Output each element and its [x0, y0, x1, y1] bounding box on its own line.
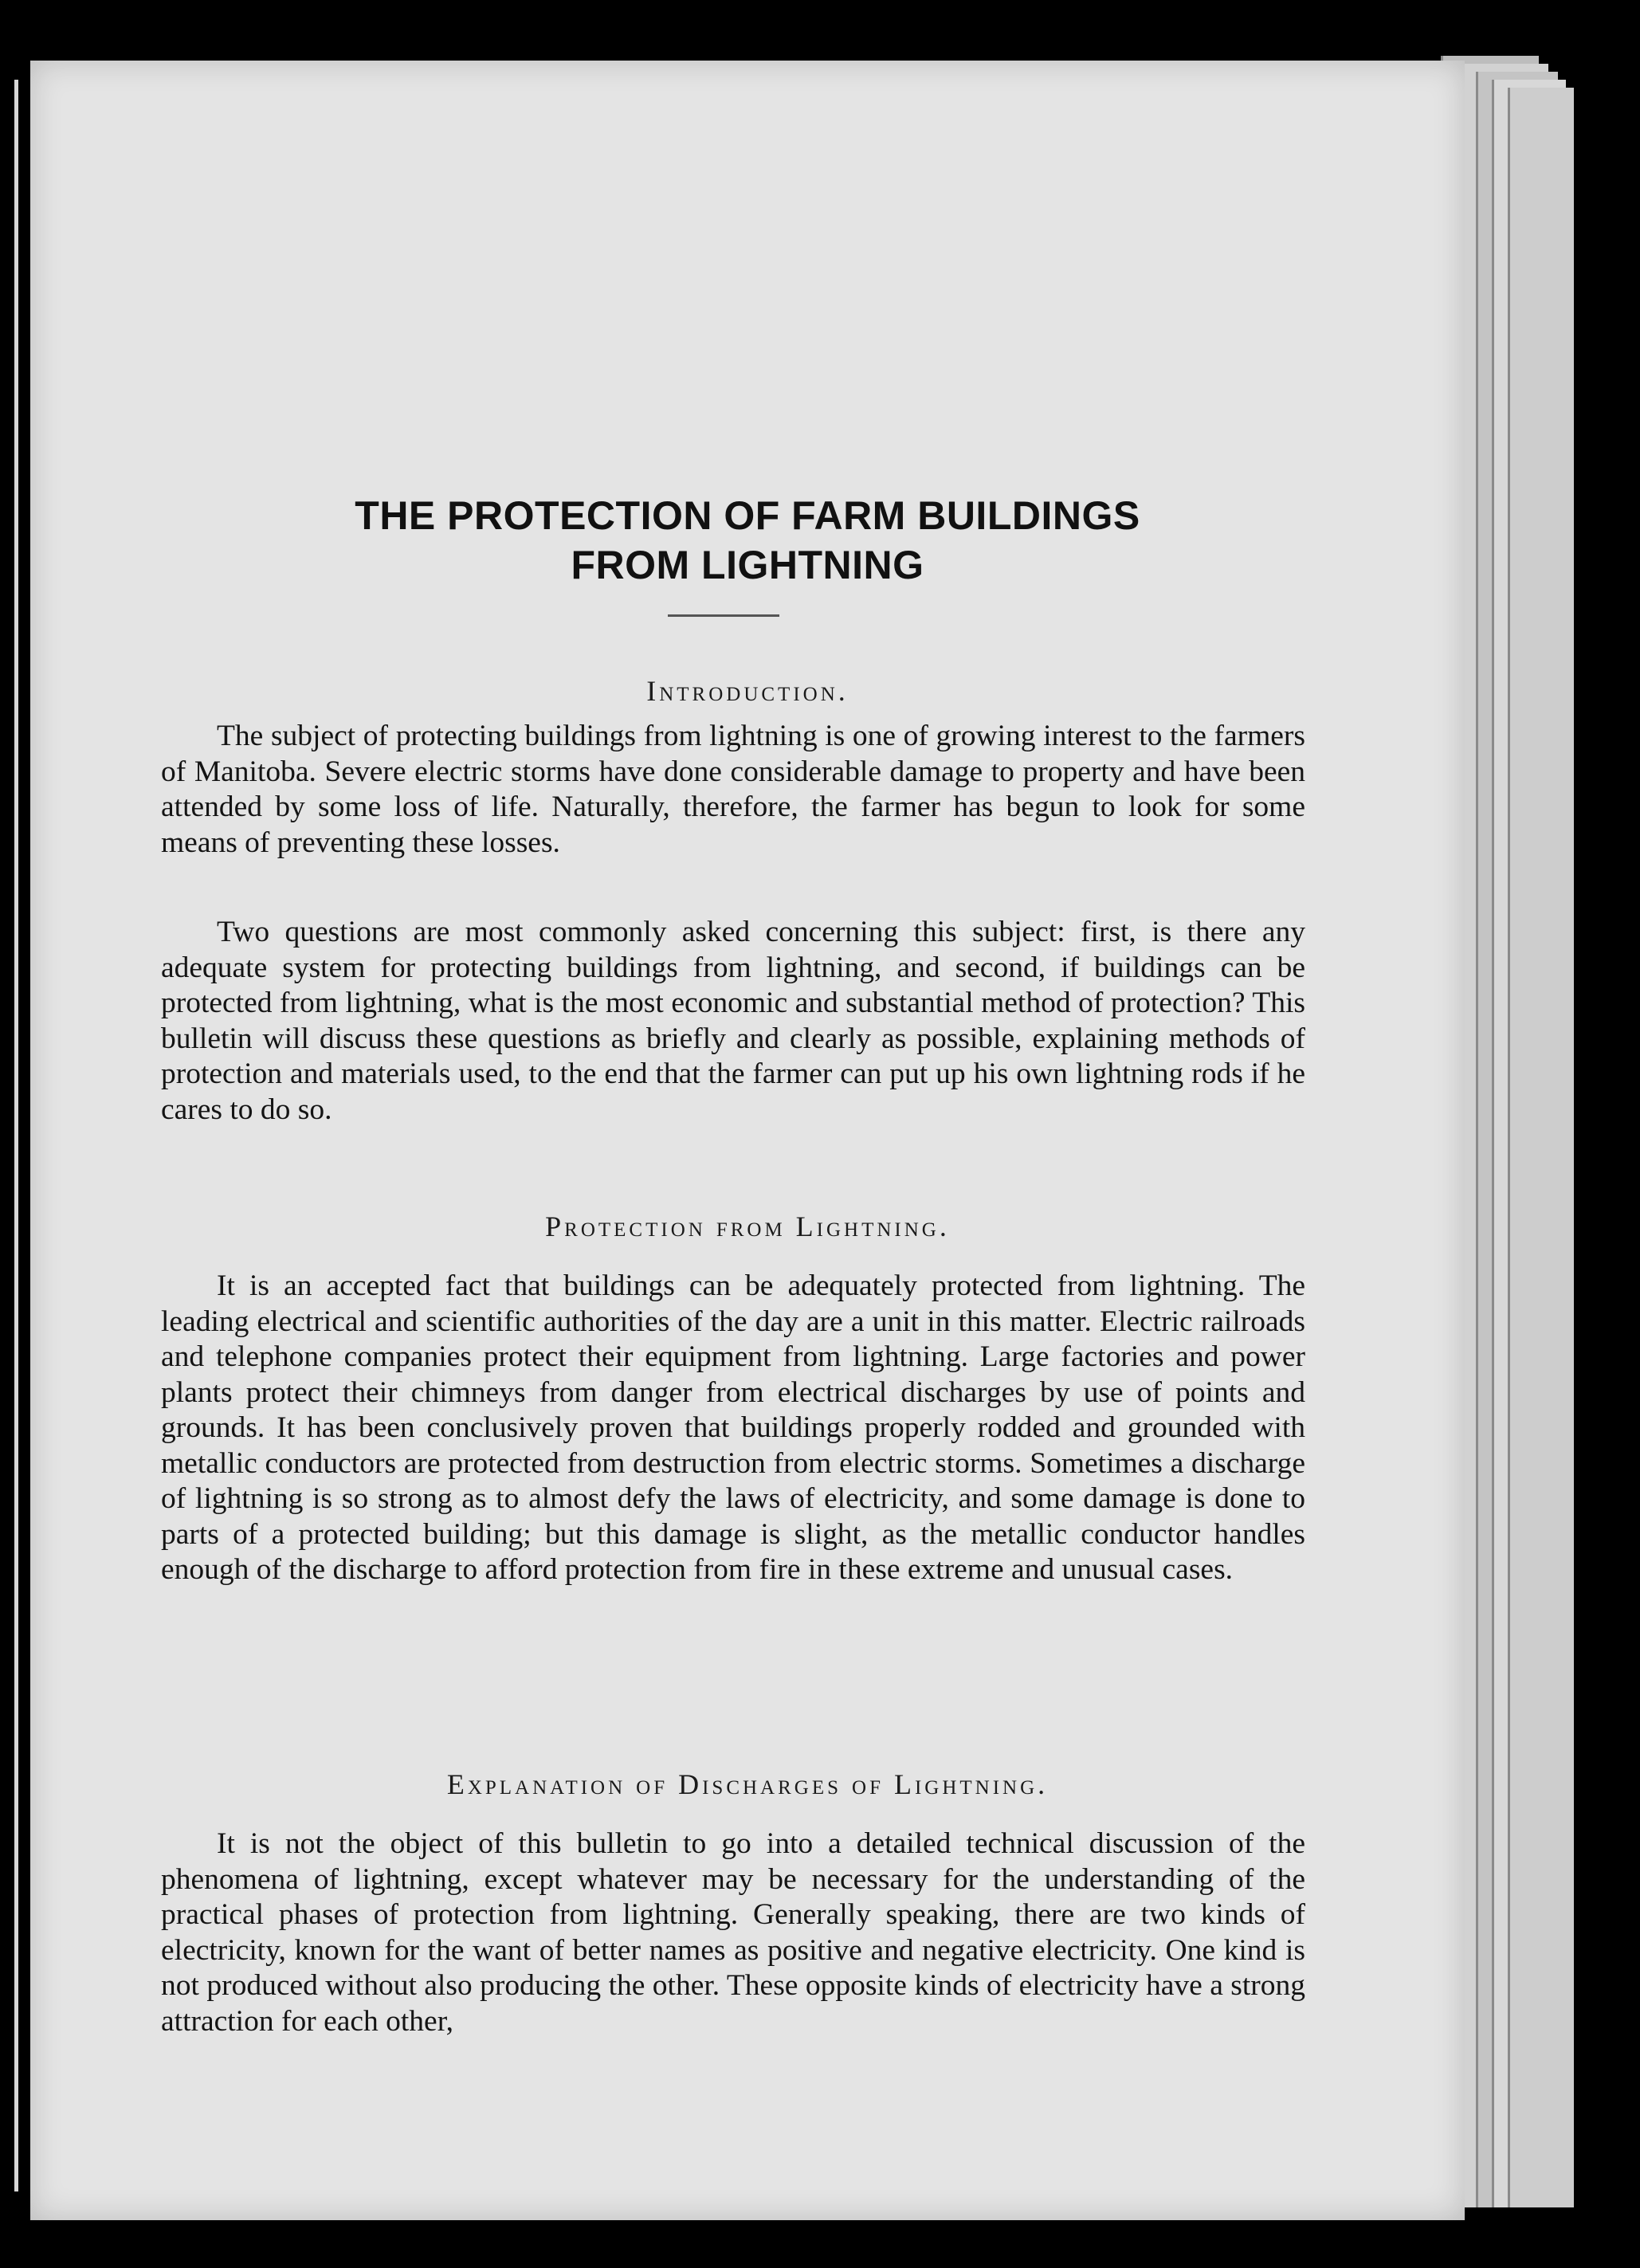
title-ornament-divider — [668, 614, 779, 617]
paragraph-protection-1: It is an accepted fact that buildings can be adequately protected from lightning. The leading electrical and scientific authorities of the day are a unit in this matter. Electric railroads and telephone companies protect their equipment from lightning. Large factories and power plants protect their chimneys from danger from electrical discharges by use of points and grounds. It has been conclusively proven that buildings properly rodded and grounded with metallic conductors are protected from destruction from electric storms. Sometimes a discharge of lightning is so strong as to almost defy the laws of electricity, and some damage is done to parts of a protected building; but this damage is slight, as the metallic conductor handles enough of the discharge to afford protection from fire in these extreme and unusual cases. — [161, 1269, 1305, 1586]
title-line-2: FROM LIGHTNING — [571, 543, 924, 587]
paragraph-explanation-1: It is not the object of this bulletin to go into a detailed technical discussion of the phenomena of lightning, except whatever may be necessary for the understanding of the practical phases of protection from lightning. Generally speaking, there are two kinds of electricity, known for the want of better names as positive and negative electricity. One kind is not produced without also producing the other. These opposite kinds of electricity have a strong attraction for each other, — [161, 1827, 1305, 2038]
section-heading-introduction: Introduction. — [646, 675, 849, 707]
binding-edge — [14, 80, 18, 2191]
section-heading-explanation: Explanation of Discharges of Lightning. — [446, 1768, 1049, 1800]
section-heading-protection: Protection from Lightning. — [545, 1211, 950, 1242]
document-page — [30, 61, 1465, 2220]
paragraph-introduction-1: The subject of protecting buildings from lightning is one of growing interest to the farmers of Manitoba. Severe electric storms have done considerable damage to property and have been attended by some loss of life. Naturally, therefore, the farmer has begun to look for some means of preventing these losses. — [161, 720, 1305, 859]
page-title — [30, 491, 1465, 590]
title-line-1: THE PROTECTION OF FARM BUILDINGS — [355, 493, 1140, 538]
paragraph-introduction-2: Two questions are most commonly asked concerning this subject: first, is there any adequate system for protecting buildings from lightning, and second, if buildings can be protected from lightning, what is the most economic and substantial method of protection? This bulletin will discuss these questions as briefly and clearly as possible, explaining methods of protection and materials used, to the end that the farmer can put up his own lightning rods if he cares to do so. — [161, 916, 1305, 1126]
page-edge — [1508, 88, 1574, 2207]
